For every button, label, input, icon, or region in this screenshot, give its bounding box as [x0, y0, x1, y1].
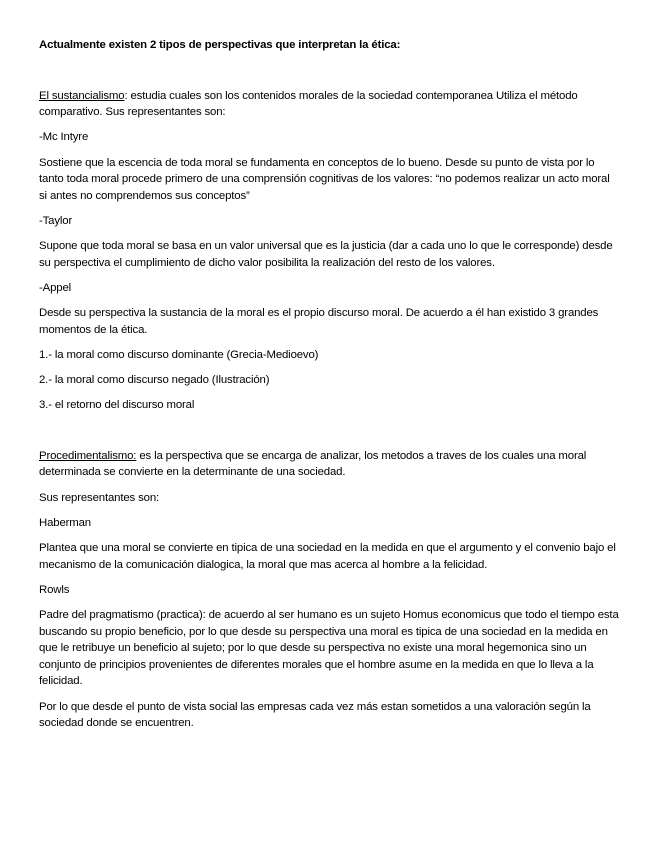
moment-item: 1.- la moral como discurso dominante (Grecia-Medioevo): [39, 348, 319, 361]
rawls-description: Padre del pragmatismo (practica): de acuerdo al ser humano es un sujeto Homus economicus que todo el tiempo esta buscando su propio beneficio, por lo que desde su perspectiva una moral es tipica de una sociedad en la medida en que le retribuye un beneficio al sujeto; por lo que desde su perspectiva no existe una moral hegemonica sino un conjunto de principios provenientes de diferentes morales que el hombre asume en la medida en que lo lleva a la felicidad.: [39, 608, 619, 688]
representative-rawls: Rowls: [39, 583, 70, 596]
procedimentalismo-description: es la perspectiva que se encarga de analizar, los metodos a traves de los cuales una moral determinada se convierte en la determinante de una sociedad.: [39, 449, 587, 479]
representative-habermas: Haberman: [39, 516, 91, 529]
taylor-description: Supone que toda moral se basa en un valor universal que es la justicia (dar a cada uno lo que le corresponde) desde su perspectiva el cumplimiento de dicho valor posibilita la realización del resto de los valores.: [39, 240, 613, 269]
representative-mcintyre: -Mc Intyre: [39, 131, 89, 144]
mcintyre-description: Sostiene que la escencia de toda moral se fundamenta en conceptos de lo bueno. Desde su punto de vista por lo tanto toda moral procede primero de una comprensión cognitivas de los valores: “no podemos realizar un acto moral si antes no comprendemos sus conceptos”: [39, 156, 610, 202]
spacer: [39, 414, 619, 448]
habermas-description: Plantea que una moral se convierte en tipica de una sociedad en la medida en que el argumento y el convenio bajo el mecanismo de la comunicación dialogica, la moral que mas acerca al hombre a la felicidad.: [39, 542, 616, 571]
procedimentalismo-intro: [39, 448, 619, 481]
representatives-intro: Sus representantes son:: [39, 491, 160, 504]
sustancialismo-heading: El sustancialismo: [39, 89, 125, 102]
sustancialismo-description: : estudia cuales son los contenidos morales de la sociedad contemporanea Utiliza el método comparativo. Sus representantes son:: [39, 89, 578, 119]
representative-appel: -Appel: [39, 281, 72, 294]
appel-description: Desde su perspectiva la sustancia de la moral es el propio discurso moral. De acuerdo a él han existido 3 grandes momentos de la ética.: [39, 307, 599, 336]
spacer: [39, 54, 619, 88]
document-title: Actualmente existen 2 tipos de perspectivas que interpretan la ética:: [39, 39, 401, 51]
moment-item: 2.- la moral como discurso negado (Ilustración): [39, 374, 270, 387]
document-page: [39, 37, 619, 732]
sustancialismo-intro: [39, 88, 619, 121]
representative-taylor: -Taylor: [39, 214, 73, 227]
conclusion-paragraph: Por lo que desde el punto de vista social las empresas cada vez más estan sometidos a una valoración según la sociedad donde se encuentren.: [39, 700, 591, 730]
moment-item: 3.- el retorno del discurso moral: [39, 399, 195, 412]
procedimentalismo-heading: Procedimentalismo:: [39, 449, 137, 462]
